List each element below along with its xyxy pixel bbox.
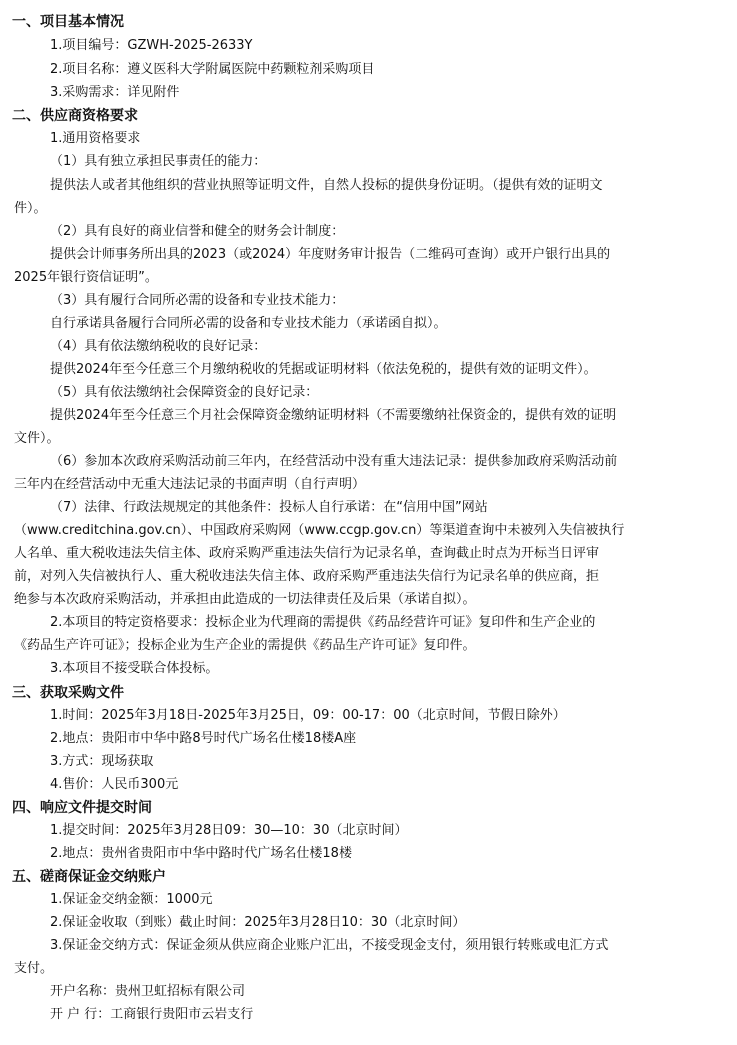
paragraph-line: 提供会计师事务所出具的2023（或2024）年度财务审计报告（二维码可查询）或开户银行出具的 <box>50 247 611 262</box>
section-heading: 五、磋商保证金交纳账户 <box>12 869 166 885</box>
paragraph-line: 人名单、重大税收违法失信主体、政府采购严重违法失信行为记录名单，查询截止时点为开标当日评审 <box>14 546 600 561</box>
paragraph-line: 1.时间：2025年3月18日-2025年3月25日，09：00-17：00（北京时间，节假日除外） <box>50 708 566 723</box>
section-heading: 一、项目基本情况 <box>12 14 124 30</box>
paragraph-line: 开 户 行：工商银行贵阳市云岩支行 <box>50 1007 254 1022</box>
paragraph-line: 3.采购需求：详见附件 <box>50 85 180 100</box>
paragraph-line: 件）。 <box>14 201 47 216</box>
paragraph-line: 《药品生产许可证》；投标企业为生产企业的需提供《药品生产许可证》复印件。 <box>14 638 476 653</box>
paragraph-line: 1.提交时间：2025年3月28日09：30—10：30（北京时间） <box>50 823 408 838</box>
paragraph-line: （2）具有良好的商业信誉和健全的财务会计制度： <box>50 224 345 239</box>
paragraph-line: 4.售价：人民币300元 <box>50 777 179 792</box>
paragraph-line: 1.通用资格要求 <box>50 131 141 146</box>
paragraph-line: 2.本项目的特定资格要求：投标企业为代理商的需提供《药品经营许可证》复印件和生产企业的 <box>50 615 596 630</box>
paragraph-line: 2025年银行资信证明”。 <box>14 270 158 285</box>
paragraph-line: 提供2024年至今任意三个月社会保障资金缴纳证明材料（不需要缴纳社保资金的，提供有效的证明 <box>50 408 617 423</box>
paragraph-line: （www.creditchina.gov.cn）、中国政府采购网（www.ccgp.gov.cn）等渠道查询中未被列入失信被执行 <box>14 523 625 538</box>
paragraph-line: 提供法人或者其他组织的营业执照等证明文件，自然人投标的提供身份证明。（提供有效的证明文 <box>50 178 603 193</box>
paragraph-line: （5）具有依法缴纳社会保障资金的良好记录： <box>50 385 319 400</box>
paragraph-line: 绝参与本次政府采购活动，并承担由此造成的一切法律责任及后果（承诺自拟）。 <box>14 592 476 607</box>
paragraph-line: （6）参加本次政府采购活动前三年内，在经营活动中没有重大违法记录：提供参加政府采购活动前 <box>50 454 618 469</box>
section-heading: 三、获取采购文件 <box>12 685 124 701</box>
paragraph-line: 1.项目编号：GZWH-2025-2633Y <box>50 38 253 53</box>
paragraph-line: 2.保证金收取（到账）截止时间：2025年3月28日10：30（北京时间） <box>50 915 466 930</box>
paragraph-line: 3.方式：现场获取 <box>50 754 154 769</box>
paragraph-line: （7）法律、行政法规规定的其他条件：投标人自行承诺：在“信用中国”网站 <box>50 500 488 515</box>
paragraph-line: 自行承诺具备履行合同所必需的设备和专业技术能力（承诺函自拟）。 <box>50 316 447 331</box>
paragraph-line: 支付。 <box>14 961 54 976</box>
paragraph-line: 提供2024年至今任意三个月缴纳税收的凭据或证明材料（依法免税的，提供有效的证明文件）。 <box>50 362 597 377</box>
paragraph-line: 三年内在经营活动中无重大违法记录的书面声明（自行声明） <box>14 477 366 492</box>
section-heading: 二、供应商资格要求 <box>12 108 138 124</box>
paragraph-line: （4）具有依法缴纳税收的良好记录： <box>50 339 267 354</box>
paragraph-line: 2.地点：贵阳市中华中路8号时代广场名仕楼18楼A座 <box>50 731 357 746</box>
paragraph-line: 3.本项目不接受联合体投标。 <box>50 661 219 676</box>
paragraph-line: 1.保证金交纳金额：1000元 <box>50 892 213 907</box>
paragraph-line: 文件）。 <box>14 431 60 446</box>
paragraph-line: 开户名称：贵州卫虹招标有限公司 <box>50 984 246 999</box>
paragraph-line: 2.地点：贵州省贵阳市中华中路时代广场名仕楼18楼 <box>50 846 352 861</box>
paragraph-line: （1）具有独立承担民事责任的能力： <box>50 154 267 169</box>
paragraph-line: 前，对列入失信被执行人、重大税收违法失信主体、政府采购严重违法失信行为记录名单的供应商，拒 <box>14 569 600 584</box>
paragraph-line: 2.项目名称：遵义医科大学附属医院中药颗粒剂采购项目 <box>50 62 375 77</box>
section-heading: 四、响应文件提交时间 <box>12 800 152 816</box>
paragraph-line: （3）具有履行合同所必需的设备和专业技术能力： <box>50 293 345 308</box>
paragraph-line: 3.保证金交纳方式：保证金须从供应商企业账户汇出，不接受现金支付，须用银行转账或电汇方式 <box>50 938 609 953</box>
